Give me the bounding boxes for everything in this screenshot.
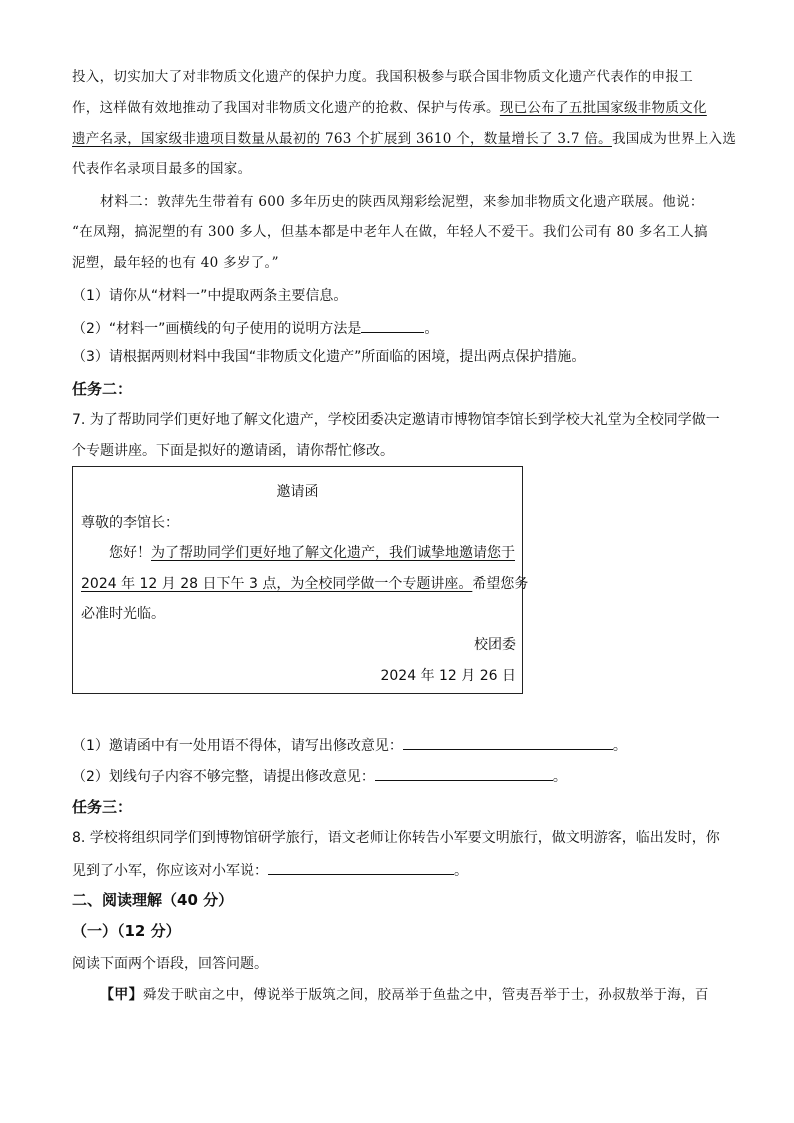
section2-heading: 二、阅读理解（40 分） — [72, 891, 234, 909]
letter-date: 2024 年 12 月 26 日 — [380, 668, 516, 684]
question-7-2: （2）划线句子内容不够完整，请提出修改意见： 。 — [72, 766, 722, 786]
underlined-letter-sentence: 为了帮助同学们更好地了解文化遗产，我们诚挚地邀请您于 — [151, 545, 515, 561]
letter-title: 邀请函 — [276, 484, 319, 500]
letter-body-line1: 您好！为了帮助同学们更好地了解文化遗产，我们诚挚地邀请您于 — [109, 545, 515, 561]
material1-line4: 代表作名录项目最多的国家。 — [72, 161, 252, 177]
question-6-1: （1）请你从“材料一”中提取两条主要信息。 — [72, 288, 348, 304]
question-7-1: （1）邀请函中有一处用语不得体，请写出修改意见： 。 — [72, 735, 722, 755]
question-6-2: （2）“材料一”画横线的句子使用的说明方法是 。 — [72, 318, 722, 338]
answer-blank[interactable] — [403, 735, 613, 750]
material2-line3: 泥塑，最年轻的也有 40 多岁了。” — [72, 255, 279, 271]
underlined-sentence-cont: 遗产名录，国家级非遗项目数量从最初的 763 个扩展到 3610 个，数量增长了 3.7 倍。 — [72, 131, 612, 147]
question-8-line2: 见到了小军，你应该对小军说： 。 — [72, 860, 722, 880]
passage-jia-line1: 【甲】舜发于畎亩之中，傅说举于版筑之间，胶鬲举于鱼盐之中，管夷吾举于士，孙叔敖举于海，百 — [100, 987, 709, 1003]
letter-body-line2: 2024 年 12 月 28 日下午 3 点，为全校同学做一个专题讲座。希望您务 — [81, 576, 529, 592]
reading-instruction: 阅读下面两个语段，回答问题。 — [72, 956, 268, 972]
material1-line1: 投入，切实加大了对非物质文化遗产的保护力度。我国积极参与联合国非物质文化遗产代表作的申报工 — [72, 69, 693, 85]
question-8-line1: 8. 学校将组织同学们到博物馆研学旅行，语文老师让你转告小军要文明旅行，做文明游客，临出发时，你 — [72, 830, 720, 846]
answer-blank[interactable] — [361, 318, 424, 333]
letter-salutation: 尊敬的李馆长： — [81, 515, 179, 531]
question-7-line1: 7. 为了帮助同学们更好地了解文化遗产，学校团委决定邀请市博物馆李馆长到学校大礼堂为全校同学做一 — [72, 412, 720, 428]
material2-line2: “在凤翔，搞泥塑的有 300 多人，但基本都是中老年人在做，年轻人不爱干。我们公司有 80 多名工人搞 — [72, 224, 708, 240]
answer-blank[interactable] — [375, 766, 553, 781]
letter-body-line3: 必准时光临。 — [81, 606, 165, 622]
task2-heading: 任务二： — [72, 380, 133, 398]
task3-heading: 任务三： — [72, 798, 133, 816]
underlined-sentence: 现已公布了五批国家级非物质文化 — [499, 100, 707, 116]
question-7-line2: 个专题讲座。下面是拟好的邀请函，请你帮忙修改。 — [72, 443, 394, 459]
answer-blank[interactable] — [268, 860, 454, 875]
material1-line2: 作，这样做有效地推动了我国对非物质文化遗产的抢救、保护与传承。现已公布了五批国家级非物质文化 — [72, 100, 707, 116]
invitation-letter-box — [72, 466, 529, 694]
section2-subheading: （一）（12 分） — [72, 922, 181, 940]
material2-line1: 材料二：敦萍先生带着有 600 多年历史的陕西凤翔彩绘泥塑，来参加非物质文化遗产联展。他说： — [100, 194, 704, 210]
letter-signer: 校团委 — [474, 637, 516, 653]
material1-line3: 遗产名录，国家级非遗项目数量从最初的 763 个扩展到 3610 个，数量增长了 3.7 倍。我国成为世界上入选 — [72, 131, 737, 147]
question-6-3: （3）请根据两则材料中我国“非物质文化遗产”所面临的困境，提出两点保护措施。 — [72, 349, 586, 365]
